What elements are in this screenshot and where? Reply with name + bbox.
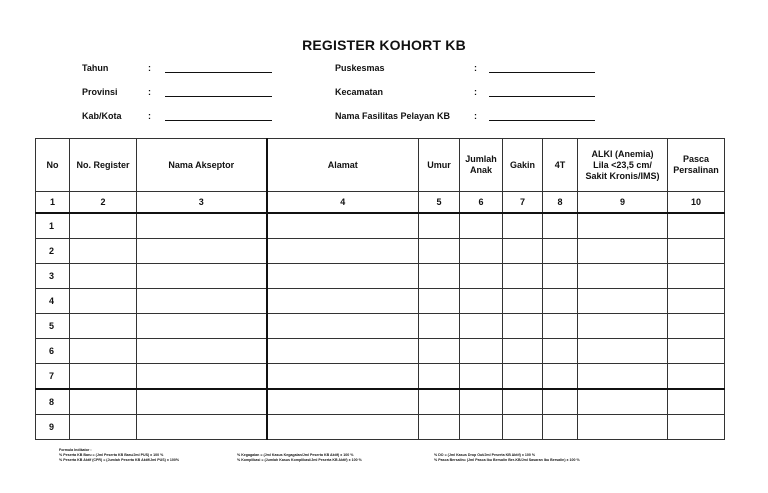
table-cell[interactable] — [419, 415, 460, 440]
tahun-colon: : — [148, 63, 151, 73]
table-row — [36, 264, 725, 289]
puskesmas-field[interactable] — [489, 72, 595, 73]
col-header-pasca-persalinan: Pasca Persalinan — [668, 139, 725, 192]
table-cell[interactable] — [267, 415, 419, 440]
provinsi-field[interactable] — [165, 96, 272, 97]
table-cell[interactable] — [70, 239, 137, 264]
register-body — [36, 213, 725, 440]
table-row — [36, 364, 725, 390]
row-number: 9 — [36, 415, 70, 440]
table-cell[interactable] — [578, 415, 668, 440]
table-cell[interactable] — [668, 239, 725, 264]
table-row — [36, 389, 725, 415]
header-row — [36, 139, 725, 192]
table-cell[interactable] — [578, 314, 668, 339]
table-cell[interactable] — [419, 389, 460, 415]
table-cell[interactable] — [460, 364, 503, 390]
col-number: 1 — [36, 192, 70, 214]
table-cell[interactable] — [419, 264, 460, 289]
table-cell[interactable] — [503, 389, 543, 415]
table-cell[interactable] — [503, 339, 543, 364]
table-cell[interactable] — [137, 264, 267, 289]
col-header-no-register: No. Register — [70, 139, 137, 192]
table-cell[interactable] — [137, 213, 267, 239]
table-cell[interactable] — [70, 364, 137, 390]
table-cell[interactable] — [267, 364, 419, 390]
table-cell[interactable] — [70, 264, 137, 289]
register-table — [35, 138, 725, 440]
table-cell[interactable] — [460, 415, 503, 440]
col-header-alamat: Alamat — [267, 139, 419, 192]
footer-line: % Peserta KB Aktif (CPR) = (Jumlah Peserta KB Aktif/Jml PUS) x 100% — [59, 458, 180, 462]
table-cell[interactable] — [419, 314, 460, 339]
column-number-row — [36, 192, 725, 214]
table-cell[interactable] — [543, 415, 578, 440]
table-cell[interactable] — [419, 239, 460, 264]
footer-line: Formula Indikator : — [59, 448, 92, 452]
table-cell[interactable] — [137, 364, 267, 390]
table-cell[interactable] — [70, 339, 137, 364]
table-row — [36, 239, 725, 264]
col-header-no: No — [36, 139, 70, 192]
table-cell[interactable] — [503, 364, 543, 390]
provinsi-label: Provinsi — [82, 87, 118, 97]
col-number: 2 — [70, 192, 137, 214]
table-cell[interactable] — [137, 415, 267, 440]
table-cell[interactable] — [460, 264, 503, 289]
kecamatan-field[interactable] — [489, 96, 595, 97]
table-cell[interactable] — [503, 415, 543, 440]
row-number: 8 — [36, 389, 70, 415]
table-cell[interactable] — [137, 289, 267, 314]
col-header-gakin: Gakin — [503, 139, 543, 192]
table-cell[interactable] — [460, 339, 503, 364]
table-cell[interactable] — [267, 213, 419, 239]
table-cell[interactable] — [543, 364, 578, 390]
table-cell[interactable] — [137, 314, 267, 339]
table-cell[interactable] — [668, 415, 725, 440]
table-cell[interactable] — [460, 239, 503, 264]
footer-formulas-col1 — [59, 448, 179, 463]
fasilitas-label: Nama Fasilitas Pelayan KB — [335, 111, 451, 121]
table-cell[interactable] — [267, 239, 419, 264]
col-number: 7 — [503, 192, 543, 214]
table-cell[interactable] — [137, 339, 267, 364]
kabkota-colon: : — [148, 111, 151, 121]
table-cell[interactable] — [137, 389, 267, 415]
col-number: 6 — [460, 192, 503, 214]
kecamatan-colon: : — [474, 87, 477, 97]
table-row — [36, 314, 725, 339]
col-number: 8 — [543, 192, 578, 214]
col-number: 3 — [137, 192, 267, 214]
table-cell[interactable] — [503, 289, 543, 314]
row-number: 1 — [36, 213, 70, 239]
footer-line: % Pasca Bersalin= (Jml Pasca Ibu Bersalin Ber-KB/Jml Sasaran Ibu Bersalin) x 100 % — [434, 458, 580, 462]
table-cell[interactable] — [70, 415, 137, 440]
kabkota-field[interactable] — [165, 120, 272, 121]
table-cell[interactable] — [460, 314, 503, 339]
tahun-label: Tahun — [82, 63, 109, 73]
col-header-umur: Umur — [419, 139, 460, 192]
table-cell[interactable] — [668, 389, 725, 415]
table-cell[interactable] — [578, 239, 668, 264]
table-cell[interactable] — [578, 364, 668, 390]
table-cell[interactable] — [578, 389, 668, 415]
row-number: 6 — [36, 339, 70, 364]
table-cell[interactable] — [503, 264, 543, 289]
table-cell[interactable] — [668, 314, 725, 339]
table-cell[interactable] — [419, 364, 460, 390]
table-cell[interactable] — [668, 213, 725, 239]
kabkota-label: Kab/Kota — [82, 111, 122, 121]
table-cell[interactable] — [70, 389, 137, 415]
table-cell[interactable] — [267, 339, 419, 364]
table-cell[interactable] — [543, 339, 578, 364]
footer-line: % Kegagalan = (Jml Kasus Kegagalan/Jml Peserta KB Aktif) x 100 % — [237, 453, 354, 457]
puskesmas-label: Puskesmas — [335, 63, 385, 73]
table-cell[interactable] — [267, 289, 419, 314]
col-header-jumlah-anak: Jumlah Anak — [460, 139, 503, 192]
table-cell[interactable] — [543, 239, 578, 264]
fasilitas-colon: : — [474, 111, 477, 121]
table-cell[interactable] — [419, 289, 460, 314]
tahun-field[interactable] — [165, 72, 272, 73]
kecamatan-label: Kecamatan — [335, 87, 384, 97]
table-cell[interactable] — [578, 213, 668, 239]
table-cell[interactable] — [668, 264, 725, 289]
fasilitas-field[interactable] — [489, 120, 595, 121]
table-cell[interactable] — [668, 339, 725, 364]
col-header-alki: ALKI (Anemia) Lila <23,5 cm/ Sakit Kronis/IMS) — [578, 139, 668, 192]
col-number: 9 — [578, 192, 668, 214]
table-cell[interactable] — [460, 389, 503, 415]
provinsi-colon: : — [148, 87, 151, 97]
row-number: 5 — [36, 314, 70, 339]
table-cell[interactable] — [543, 389, 578, 415]
table-cell[interactable] — [267, 314, 419, 339]
table-cell[interactable] — [578, 339, 668, 364]
table-cell[interactable] — [267, 264, 419, 289]
table-cell[interactable] — [578, 264, 668, 289]
col-number: 10 — [668, 192, 725, 214]
table-cell[interactable] — [503, 213, 543, 239]
row-number: 7 — [36, 364, 70, 390]
col-number: 5 — [419, 192, 460, 214]
table-row — [36, 289, 725, 314]
table-cell[interactable] — [460, 213, 503, 239]
col-header-4t: 4T — [543, 139, 578, 192]
col-header-nama-akseptor: Nama Akseptor — [137, 139, 267, 192]
table-row — [36, 213, 725, 239]
puskesmas-colon: : — [474, 63, 477, 73]
table-cell[interactable] — [543, 314, 578, 339]
table-cell[interactable] — [503, 314, 543, 339]
row-number: 3 — [36, 264, 70, 289]
table-cell[interactable] — [419, 213, 460, 239]
table-cell[interactable] — [70, 289, 137, 314]
table-cell[interactable] — [578, 289, 668, 314]
row-number: 4 — [36, 289, 70, 314]
row-number: 2 — [36, 239, 70, 264]
table-cell[interactable] — [668, 364, 725, 390]
table-cell[interactable] — [267, 389, 419, 415]
table-cell[interactable] — [137, 239, 267, 264]
table-cell[interactable] — [70, 213, 137, 239]
table-cell[interactable] — [419, 339, 460, 364]
footer-formulas-col2 — [237, 453, 362, 463]
table-cell[interactable] — [503, 239, 543, 264]
page-title: REGISTER KOHORT KB — [302, 37, 466, 53]
col-number: 4 — [267, 192, 419, 214]
table-cell[interactable] — [668, 289, 725, 314]
footer-formulas-col3 — [434, 453, 580, 463]
table-cell[interactable] — [460, 289, 503, 314]
table-cell[interactable] — [543, 213, 578, 239]
footer-line: % Peserta KB Baru = (Jml Peserta KB Baru/Jml PUS) x 100 % — [59, 453, 164, 457]
table-row — [36, 339, 725, 364]
table-cell[interactable] — [70, 314, 137, 339]
table-row — [36, 415, 725, 440]
table-cell[interactable] — [543, 264, 578, 289]
footer-line: % DO = (Jml Kasus Drop Out/Jml Peserta KB Aktif) x 100 % — [434, 453, 536, 457]
table-cell[interactable] — [543, 289, 578, 314]
footer-line: % Komplikasi = (Jumlah Kasus Komplikasi/Jml Peserta KB Aktif) x 100 % — [237, 458, 362, 462]
